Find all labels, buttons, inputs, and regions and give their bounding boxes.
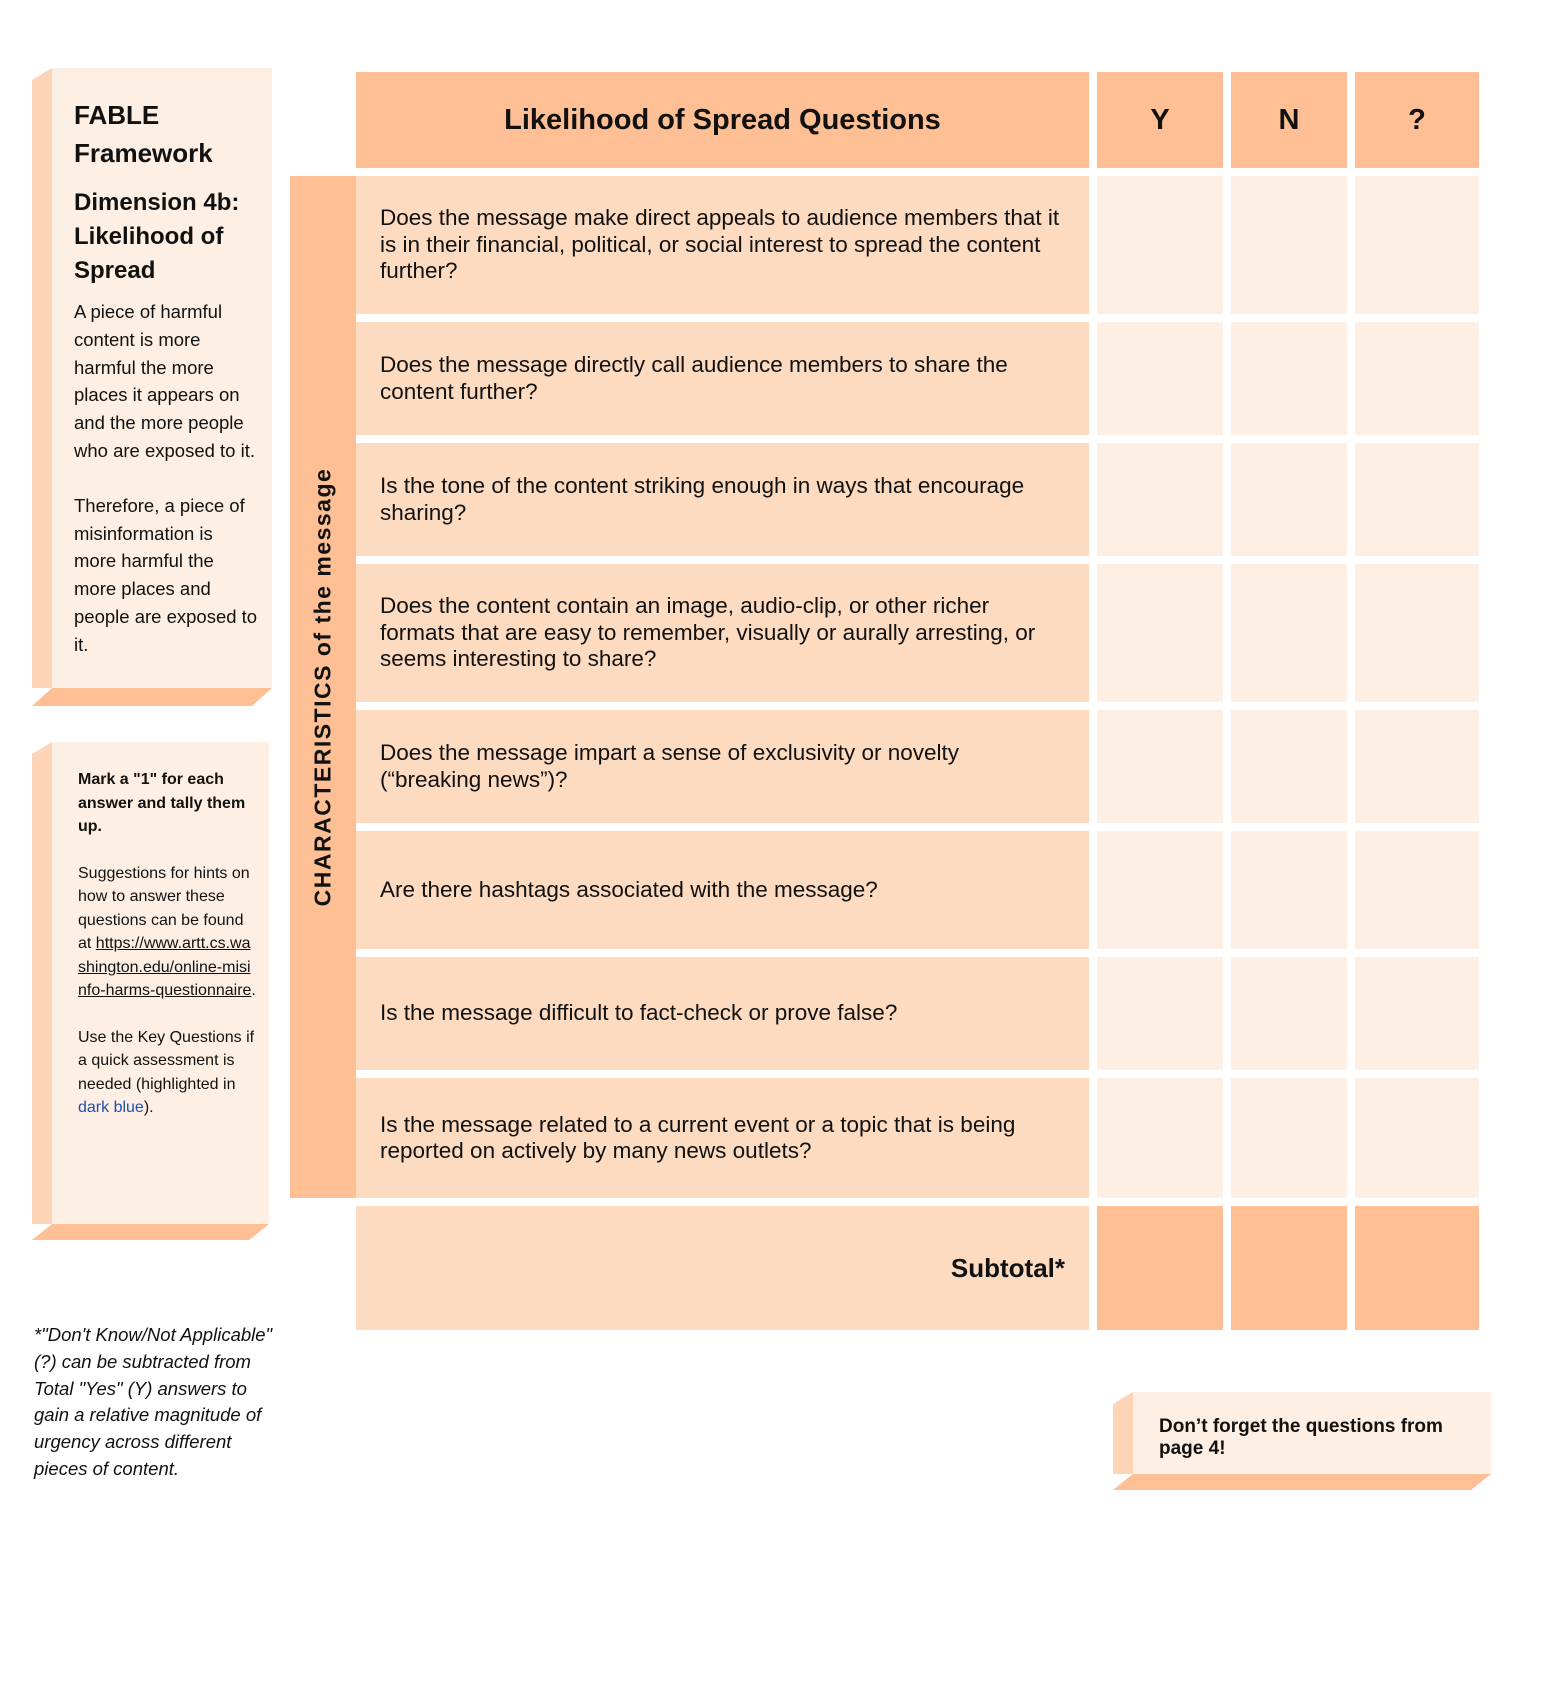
answer-cell-unknown[interactable] — [1355, 710, 1479, 823]
answer-cell-unknown[interactable] — [1355, 176, 1479, 314]
answer-cell-no[interactable] — [1231, 710, 1347, 823]
subtotal-yes[interactable] — [1097, 1206, 1223, 1330]
subtotal-no[interactable] — [1231, 1206, 1347, 1330]
hints-link[interactable]: https://www.artt.cs.washington.edu/online-misinfo-harms-questionnaire — [78, 935, 252, 999]
framework-description — [74, 298, 259, 686]
answer-cell-no[interactable] — [1231, 957, 1347, 1070]
question-text: Is the message related to a current event or a topic that is being reported on actively by many news outlets? — [356, 1078, 1089, 1198]
column-header-unknown: ? — [1355, 72, 1479, 168]
answer-cell-yes[interactable] — [1097, 176, 1223, 314]
dark-blue-highlight: dark blue — [78, 1099, 144, 1116]
footnote: *"Don't Know/Not Applicable" (?) can be subtracted from Total "Yes" (Y) answers to gain a relative magnitude of urgency across different pieces of content. — [34, 1324, 273, 1479]
question-text: Does the content contain an image, audio-clip, or other richer formats that are easy to remember, visually or aurally arresting, or seems interesting to share? — [356, 564, 1089, 702]
answer-cell-unknown[interactable] — [1355, 831, 1479, 949]
instructions-card — [32, 742, 269, 1242]
question-text: Does the message directly call audience members to share the content further? — [356, 322, 1089, 435]
instructions-body — [78, 768, 258, 1143]
framework-title: FABLE Framework — [74, 100, 213, 168]
answer-cell-unknown[interactable] — [1355, 322, 1479, 435]
subtotal-unknown[interactable] — [1355, 1206, 1479, 1330]
hints-paragraph: Suggestions for hints on how to answer these questions can be found at https://www.artt.cs.washington.edu/online-misinfo-harms-questionnaire. — [78, 864, 256, 999]
answer-cell-yes[interactable] — [1097, 1078, 1223, 1198]
answer-cell-no[interactable] — [1231, 564, 1347, 702]
answer-cell-no[interactable] — [1231, 831, 1347, 949]
question-text: Is the message difficult to fact-check or prove false? — [356, 957, 1089, 1070]
characteristics-label-bar — [290, 176, 356, 1198]
framework-paragraph-2: Therefore, a piece of misinformation is more harmful the more places and people are exposed to it. — [74, 494, 258, 655]
question-text: Does the message impart a sense of exclusivity or novelty (“breaking news”)? — [356, 710, 1089, 823]
answer-cell-no[interactable] — [1231, 443, 1347, 556]
question-text: Are there hashtags associated with the message? — [356, 831, 1089, 949]
answer-cell-yes[interactable] — [1097, 710, 1223, 823]
column-header-yes: Y — [1097, 72, 1223, 168]
subtotal-label: Subtotal* — [356, 1206, 1089, 1330]
answer-cell-yes[interactable] — [1097, 957, 1223, 1070]
answer-cell-unknown[interactable] — [1355, 564, 1479, 702]
answer-cell-unknown[interactable] — [1355, 1078, 1479, 1198]
answer-cell-yes[interactable] — [1097, 443, 1223, 556]
reminder-card — [1113, 1392, 1491, 1492]
answer-cell-yes[interactable] — [1097, 322, 1223, 435]
answer-cell-no[interactable] — [1231, 1078, 1347, 1198]
answer-cell-no[interactable] — [1231, 322, 1347, 435]
question-text: Is the tone of the content striking enough in ways that encourage sharing? — [356, 443, 1089, 556]
answer-cell-yes[interactable] — [1097, 564, 1223, 702]
framework-card — [32, 68, 272, 708]
framework-paragraph-1: A piece of harmful content is more harmful the more places it appears on and the more people who are exposed to it. — [74, 301, 255, 461]
key-questions-paragraph: Use the Key Questions if a quick assessment is needed (highlighted in dark blue). — [78, 1028, 255, 1116]
table-header: Likelihood of Spread Questions — [356, 72, 1089, 168]
mark-instruction: Mark a "1" for each answer and tally them up. — [78, 771, 246, 835]
answer-cell-unknown[interactable] — [1355, 957, 1479, 1070]
dimension-title: Dimension 4b: Likelihood of Spread — [74, 189, 240, 284]
answer-cell-no[interactable] — [1231, 176, 1347, 314]
question-text: Does the message make direct appeals to audience members that it is in their financial, political, or social interest to spread the content further? — [356, 176, 1089, 314]
answer-cell-unknown[interactable] — [1355, 443, 1479, 556]
column-header-no: N — [1231, 72, 1347, 168]
reminder-text: Don’t forget the questions from page 4! — [1159, 1416, 1443, 1459]
answer-cell-yes[interactable] — [1097, 831, 1223, 949]
characteristics-label: CHARACTERISTICS of the message — [309, 467, 336, 907]
